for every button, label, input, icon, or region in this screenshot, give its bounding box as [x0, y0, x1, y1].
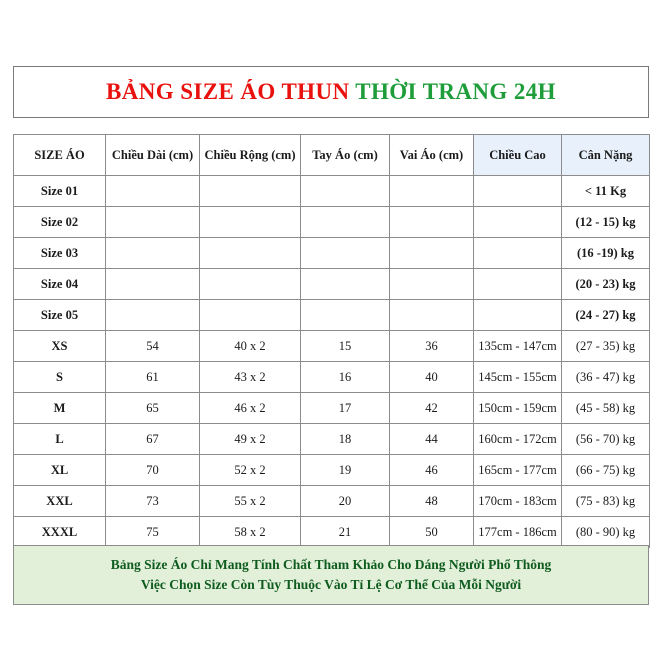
table-row: [14, 300, 650, 331]
header-chieu-rong: Chiều Rộng (cm): [200, 135, 301, 176]
cell-weight: (20 - 23) kg: [562, 269, 650, 300]
cell-length: [106, 269, 200, 300]
cell-shoulder: 48: [390, 486, 474, 517]
table-row: [14, 362, 650, 393]
cell-size: XXXL: [14, 517, 106, 548]
cell-size: L: [14, 424, 106, 455]
cell-shoulder: 44: [390, 424, 474, 455]
header-chieu-dai: Chiều Dài (cm): [106, 135, 200, 176]
cell-height: 160cm - 172cm: [474, 424, 562, 455]
cell-height: [474, 269, 562, 300]
cell-weight: (80 - 90) kg: [562, 517, 650, 548]
footer-line-1: Bảng Size Áo Chỉ Mang Tính Chất Tham Khảo Cho Dáng Người Phổ Thông: [110, 557, 552, 572]
cell-size: XXL: [14, 486, 106, 517]
cell-weight: (24 - 27) kg: [562, 300, 650, 331]
cell-size: S: [14, 362, 106, 393]
cell-size: Size 03: [14, 238, 106, 269]
cell-width: [200, 269, 301, 300]
cell-width: 55 x 2: [200, 486, 301, 517]
cell-height: 170cm - 183cm: [474, 486, 562, 517]
size-table: [13, 134, 650, 548]
cell-size: XL: [14, 455, 106, 486]
cell-width: [200, 176, 301, 207]
cell-sleeve: [301, 269, 390, 300]
table-row: [14, 517, 650, 548]
cell-shoulder: [390, 176, 474, 207]
cell-weight: (75 - 83) kg: [562, 486, 650, 517]
cell-size: M: [14, 393, 106, 424]
cell-width: [200, 300, 301, 331]
cell-width: [200, 207, 301, 238]
cell-shoulder: 40: [390, 362, 474, 393]
cell-size: XS: [14, 331, 106, 362]
cell-sleeve: [301, 176, 390, 207]
cell-width: 58 x 2: [200, 517, 301, 548]
cell-weight: (45 - 58) kg: [562, 393, 650, 424]
cell-size: Size 04: [14, 269, 106, 300]
cell-height: [474, 207, 562, 238]
cell-shoulder: 42: [390, 393, 474, 424]
table-row: [14, 269, 650, 300]
cell-weight: < 11 Kg: [562, 176, 650, 207]
cell-sleeve: [301, 207, 390, 238]
cell-height: 150cm - 159cm: [474, 393, 562, 424]
cell-sleeve: 21: [301, 517, 390, 548]
cell-shoulder: [390, 300, 474, 331]
cell-shoulder: 36: [390, 331, 474, 362]
cell-sleeve: 16: [301, 362, 390, 393]
cell-height: 145cm - 155cm: [474, 362, 562, 393]
cell-height: [474, 238, 562, 269]
table-row: [14, 455, 650, 486]
cell-height: 177cm - 186cm: [474, 517, 562, 548]
cell-length: [106, 176, 200, 207]
cell-shoulder: [390, 207, 474, 238]
header-can-nang: Cân Nặng: [562, 135, 650, 176]
title-banner: [13, 66, 649, 118]
cell-shoulder: [390, 269, 474, 300]
table-row: [14, 424, 650, 455]
footer-line-2: Việc Chọn Size Còn Tùy Thuộc Vào Tỉ Lệ Cơ Thể Của Mỗi Người: [140, 577, 522, 592]
cell-sleeve: 18: [301, 424, 390, 455]
header-tay-ao: Tay Áo (cm): [301, 135, 390, 176]
cell-shoulder: [390, 238, 474, 269]
table-row: [14, 393, 650, 424]
cell-width: 43 x 2: [200, 362, 301, 393]
cell-width: 40 x 2: [200, 331, 301, 362]
header-size-ao: SIZE ÁO: [14, 135, 106, 176]
page-title-part2: THỜI TRANG 24H: [355, 79, 556, 104]
cell-height: [474, 176, 562, 207]
cell-length: 75: [106, 517, 200, 548]
cell-sleeve: 19: [301, 455, 390, 486]
cell-length: 54: [106, 331, 200, 362]
header-chieu-cao: Chiều Cao: [474, 135, 562, 176]
cell-width: 52 x 2: [200, 455, 301, 486]
table-row: [14, 176, 650, 207]
cell-sleeve: 17: [301, 393, 390, 424]
cell-shoulder: 46: [390, 455, 474, 486]
cell-weight: (66 - 75) kg: [562, 455, 650, 486]
cell-length: 73: [106, 486, 200, 517]
cell-length: 70: [106, 455, 200, 486]
cell-weight: (16 -19) kg: [562, 238, 650, 269]
table-row: [14, 331, 650, 362]
cell-size: Size 05: [14, 300, 106, 331]
cell-height: [474, 300, 562, 331]
table-row: [14, 238, 650, 269]
cell-shoulder: 50: [390, 517, 474, 548]
cell-weight: (27 - 35) kg: [562, 331, 650, 362]
cell-sleeve: 15: [301, 331, 390, 362]
header-vai-ao: Vai Áo (cm): [390, 135, 474, 176]
cell-height: 135cm - 147cm: [474, 331, 562, 362]
cell-sleeve: [301, 238, 390, 269]
footer-note: [13, 545, 649, 605]
page-title: [106, 79, 556, 105]
cell-length: [106, 238, 200, 269]
cell-length: 61: [106, 362, 200, 393]
cell-length: [106, 207, 200, 238]
cell-size: Size 02: [14, 207, 106, 238]
cell-width: 49 x 2: [200, 424, 301, 455]
cell-width: 46 x 2: [200, 393, 301, 424]
page-title-part1: BẢNG SIZE ÁO THUN: [106, 79, 356, 104]
table-row: [14, 207, 650, 238]
cell-weight: (36 - 47) kg: [562, 362, 650, 393]
table-row: [14, 486, 650, 517]
cell-size: Size 01: [14, 176, 106, 207]
table-header-row: [14, 135, 650, 176]
cell-width: [200, 238, 301, 269]
cell-sleeve: 20: [301, 486, 390, 517]
cell-length: 67: [106, 424, 200, 455]
cell-length: 65: [106, 393, 200, 424]
cell-height: 165cm - 177cm: [474, 455, 562, 486]
cell-length: [106, 300, 200, 331]
cell-sleeve: [301, 300, 390, 331]
cell-weight: (12 - 15) kg: [562, 207, 650, 238]
cell-weight: (56 - 70) kg: [562, 424, 650, 455]
